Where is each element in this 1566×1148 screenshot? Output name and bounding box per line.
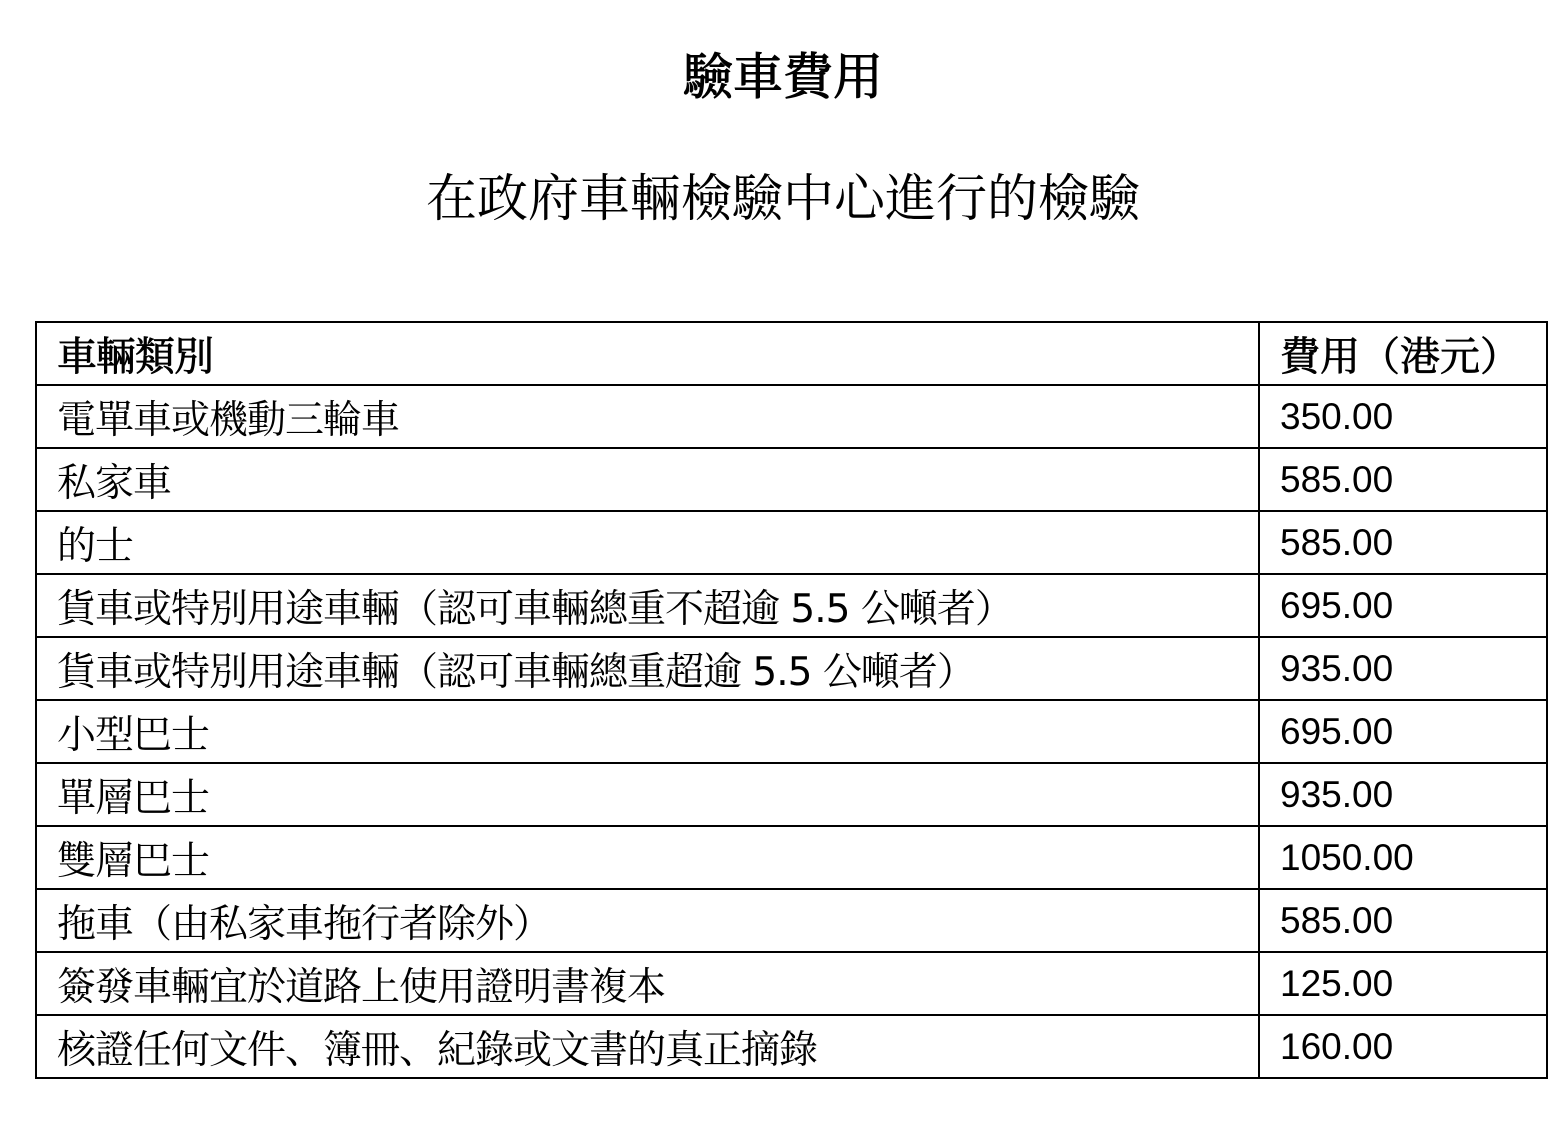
fee-value: 935.00 <box>1280 773 1394 815</box>
document-title: 驗車費用 <box>683 48 883 106</box>
fee-cell <box>1259 1015 1547 1078</box>
fee-table <box>35 321 1548 1079</box>
table-row <box>36 700 1547 763</box>
vehicle-type-cell <box>36 889 1259 952</box>
vehicle-type-text: 核證任何文件、簿冊、紀錄或文書的真正摘錄 <box>57 1027 818 1073</box>
fee-cell <box>1259 763 1547 826</box>
document-subtitle: 在政府車輛檢驗中心進行的檢驗 <box>425 170 1140 229</box>
fee-cell <box>1259 700 1547 763</box>
table-row <box>36 385 1547 448</box>
fee-value: 1050.00 <box>1280 836 1414 878</box>
vehicle-type-cell <box>36 448 1259 511</box>
vehicle-type-text: 的士 <box>57 523 134 569</box>
fee-value: 125.00 <box>1280 962 1394 1004</box>
vehicle-type-text: 私家車 <box>57 460 172 506</box>
header-label-fee: 費用（港元） <box>1280 334 1520 380</box>
vehicle-type-text: 貨車或特別用途車輛（認可車輛總重超逾 5.5 公噸者） <box>57 649 975 695</box>
vehicle-type-text: 雙層巴士 <box>57 838 210 884</box>
vehicle-type-cell <box>36 763 1259 826</box>
fee-value: 585.00 <box>1280 899 1394 941</box>
table-row <box>36 574 1547 637</box>
fee-cell <box>1259 574 1547 637</box>
header-label-vehicle-type: 車輛類別 <box>57 334 213 380</box>
vehicle-type-cell <box>36 637 1259 700</box>
table-row <box>36 826 1547 889</box>
table-row <box>36 1015 1547 1078</box>
vehicle-type-cell <box>36 511 1259 574</box>
vehicle-type-cell <box>36 385 1259 448</box>
fee-value: 585.00 <box>1280 458 1394 500</box>
header-cell-fee <box>1259 322 1547 385</box>
vehicle-type-cell <box>36 1015 1259 1078</box>
vehicle-type-text: 貨車或特別用途車輛（認可車輛總重不超逾 5.5 公噸者） <box>57 586 1013 632</box>
vehicle-type-text: 小型巴士 <box>57 712 210 758</box>
vehicle-type-text: 單層巴士 <box>57 775 210 821</box>
fee-cell <box>1259 952 1547 1015</box>
fee-cell <box>1259 637 1547 700</box>
fee-value: 585.00 <box>1280 521 1394 563</box>
table-row <box>36 952 1547 1015</box>
table-row <box>36 448 1547 511</box>
table-row <box>36 889 1547 952</box>
fee-cell <box>1259 826 1547 889</box>
header-cell-vehicle-type <box>36 322 1259 385</box>
fee-value: 160.00 <box>1280 1025 1394 1067</box>
table-row <box>36 637 1547 700</box>
vehicle-type-cell <box>36 574 1259 637</box>
fee-value: 935.00 <box>1280 647 1394 689</box>
table-row <box>36 511 1547 574</box>
fee-value: 695.00 <box>1280 710 1394 752</box>
fee-value: 350.00 <box>1280 395 1394 437</box>
vehicle-type-cell <box>36 700 1259 763</box>
fee-cell <box>1259 385 1547 448</box>
fee-cell <box>1259 448 1547 511</box>
fee-cell <box>1259 511 1547 574</box>
vehicle-type-cell <box>36 826 1259 889</box>
vehicle-type-cell <box>36 952 1259 1015</box>
table-row <box>36 763 1547 826</box>
vehicle-type-text: 簽發車輛宜於道路上使用證明書複本 <box>57 964 666 1010</box>
table-header-row <box>36 322 1547 385</box>
vehicle-type-text: 拖車（由私家車拖行者除外） <box>57 901 552 947</box>
fee-cell <box>1259 889 1547 952</box>
vehicle-type-text: 電單車或機動三輪車 <box>57 397 400 443</box>
fee-value: 695.00 <box>1280 584 1394 626</box>
